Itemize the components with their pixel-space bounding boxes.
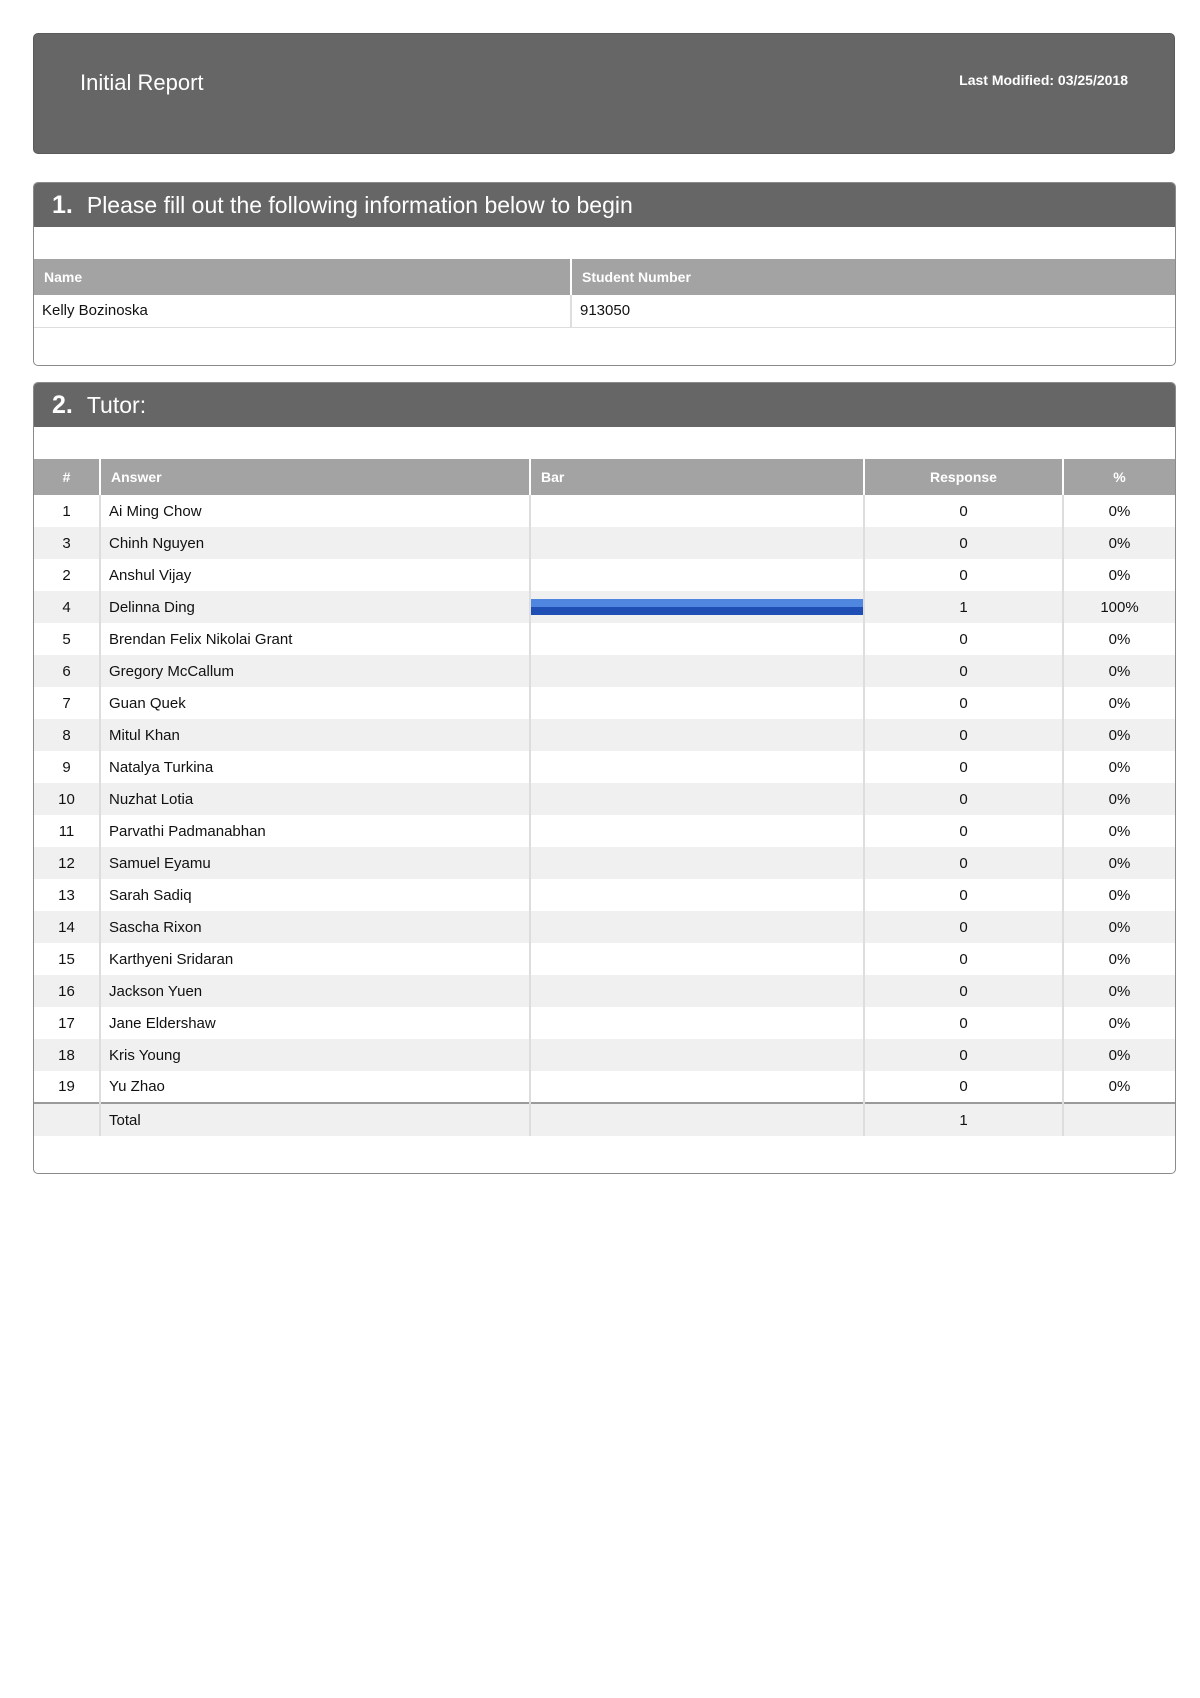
response-count: 0 [864,783,1063,815]
table-row [34,1007,1175,1039]
student-number: 913050 [571,295,1175,327]
report-title: Initial Report [80,70,204,95]
response-count: 0 [864,847,1063,879]
answer-label: Kris Young [100,1039,530,1071]
section-2-header [34,383,1175,427]
column-header-response: Response [864,459,1063,495]
row-number: 14 [34,911,100,943]
response-percent: 0% [1108,822,1131,840]
response-count: 0 [864,975,1063,1007]
table-row [34,1039,1175,1071]
table-row [34,527,1175,559]
response-percent: 0% [1108,630,1131,648]
bar-cell [530,815,864,847]
row-number: 19 [34,1071,100,1103]
total-row [34,1103,1175,1136]
total-label: Total [100,1103,530,1136]
response-percent: 100% [1063,591,1175,623]
last-modified-date: Last Modified: 03/25/2018 [959,72,1128,88]
answer-label: Anshul Vijay [100,559,530,591]
tutor-results-table [34,459,1175,1136]
row-number: 17 [34,1007,100,1039]
response-percent: 0% [1063,655,1175,687]
bar-cell [530,847,864,879]
response-count: 0 [864,943,1063,975]
total-bar-cell [530,1103,864,1136]
response-percent: 0% [1063,783,1175,815]
response-percent: 0% [1108,1078,1131,1095]
bar-cell [530,943,864,975]
bar-cell [530,495,864,527]
answer-label: Mitul Khan [100,719,530,751]
table-row [34,815,1175,847]
bar-cell [530,1039,864,1071]
bar-cell [530,751,864,783]
response-percent: 0% [1063,975,1175,1007]
student-name: Kelly Bozinoska [34,295,571,327]
response-percent: 0% [1108,758,1131,776]
row-number: 13 [34,879,100,911]
column-header-percent: % [1063,459,1175,495]
table-row [34,783,1175,815]
total-number-cell [34,1103,100,1136]
answer-label: Chinh Nguyen [100,527,530,559]
question-section-2 [33,382,1176,1174]
row-number: 10 [34,783,100,815]
row-number: 7 [34,687,100,719]
column-header-number: # [34,459,100,495]
table-row [34,295,1175,327]
response-count: 0 [864,559,1063,591]
row-number: 16 [34,975,100,1007]
row-number: 5 [34,623,100,655]
table-row [34,559,1175,591]
table-row [34,879,1175,911]
answer-label: Sarah Sadiq [100,879,530,911]
answer-label: Sascha Rixon [100,911,530,943]
response-percent: 0% [1108,566,1131,584]
table-row [34,687,1175,719]
table-row [34,943,1175,975]
bar-cell [530,655,864,687]
bar-cell [530,559,864,591]
bar-cell [530,687,864,719]
response-percent: 0% [1108,502,1131,520]
row-number: 18 [34,1039,100,1071]
table-row [34,847,1175,879]
response-count: 0 [864,911,1063,943]
table-row [34,719,1175,751]
response-count: 0 [864,623,1063,655]
table-row [34,591,1175,623]
table-row [34,495,1175,527]
response-percent: 0% [1063,1039,1175,1071]
answer-label: Natalya Turkina [100,751,530,783]
answer-label: Samuel Eyamu [100,847,530,879]
answer-label: Ai Ming Chow [100,495,530,527]
answer-label: Jane Eldershaw [100,1007,530,1039]
response-percent: 0% [1063,847,1175,879]
question-section-1 [33,182,1176,366]
response-count: 0 [864,1007,1063,1039]
answer-label: Yu Zhao [100,1071,530,1103]
table-row [34,975,1175,1007]
bar-cell [530,783,864,815]
column-header-bar: Bar [530,459,864,495]
table-row [34,1071,1175,1103]
column-header-answer: Answer [100,459,530,495]
response-bar [531,599,863,615]
bar-cell [530,911,864,943]
table-row [34,911,1175,943]
table-row [34,751,1175,783]
response-percent: 0% [1108,1014,1131,1032]
table-row [34,623,1175,655]
answer-label: Karthyeni Sridaran [100,943,530,975]
report-header [33,33,1175,154]
row-number: 12 [34,847,100,879]
response-count: 0 [864,879,1063,911]
row-number: 3 [34,527,100,559]
bar-cell [530,591,864,623]
section-2-number: 2. [52,390,73,419]
response-count: 1 [864,591,1063,623]
bar-cell [530,879,864,911]
answer-label: Delinna Ding [100,591,530,623]
total-response: 1 [864,1103,1063,1136]
answer-label: Jackson Yuen [100,975,530,1007]
response-percent: 0% [1063,911,1175,943]
bar-cell [530,1007,864,1039]
response-percent: 0% [1108,694,1131,712]
response-count: 0 [864,527,1063,559]
response-count: 0 [864,1039,1063,1071]
response-count: 0 [864,719,1063,751]
row-number: 1 [34,495,100,527]
column-header-name: Name [34,259,571,295]
response-percent: 0% [1108,886,1131,904]
bar-cell [530,1071,864,1103]
response-count: 0 [864,815,1063,847]
total-percent-cell [1063,1103,1175,1136]
bar-cell [530,527,864,559]
column-header-student-number: Student Number [571,259,1175,295]
response-count: 0 [864,751,1063,783]
row-number: 4 [34,591,100,623]
bar-cell [530,975,864,1007]
section-1-number: 1. [52,190,73,219]
answer-label: Guan Quek [100,687,530,719]
section-1-title: Please fill out the following information below to begin [86,191,633,218]
response-count: 0 [864,655,1063,687]
response-percent: 0% [1108,950,1131,968]
response-percent: 0% [1063,719,1175,751]
answer-label: Nuzhat Lotia [100,783,530,815]
response-count: 0 [864,1071,1063,1103]
section-1-header [34,183,1175,227]
response-count: 0 [864,687,1063,719]
response-count: 0 [864,495,1063,527]
bar-cell [530,719,864,751]
answer-label: Brendan Felix Nikolai Grant [100,623,530,655]
student-info-table [34,259,1175,328]
row-number: 15 [34,943,100,975]
bar-cell [530,623,864,655]
row-number: 2 [34,559,100,591]
response-percent: 0% [1063,527,1175,559]
row-number: 11 [34,815,100,847]
section-2-title: Tutor: [86,391,147,418]
row-number: 9 [34,751,100,783]
row-number: 8 [34,719,100,751]
answer-label: Parvathi Padmanabhan [100,815,530,847]
table-row [34,655,1175,687]
row-number: 6 [34,655,100,687]
answer-label: Gregory McCallum [100,655,530,687]
